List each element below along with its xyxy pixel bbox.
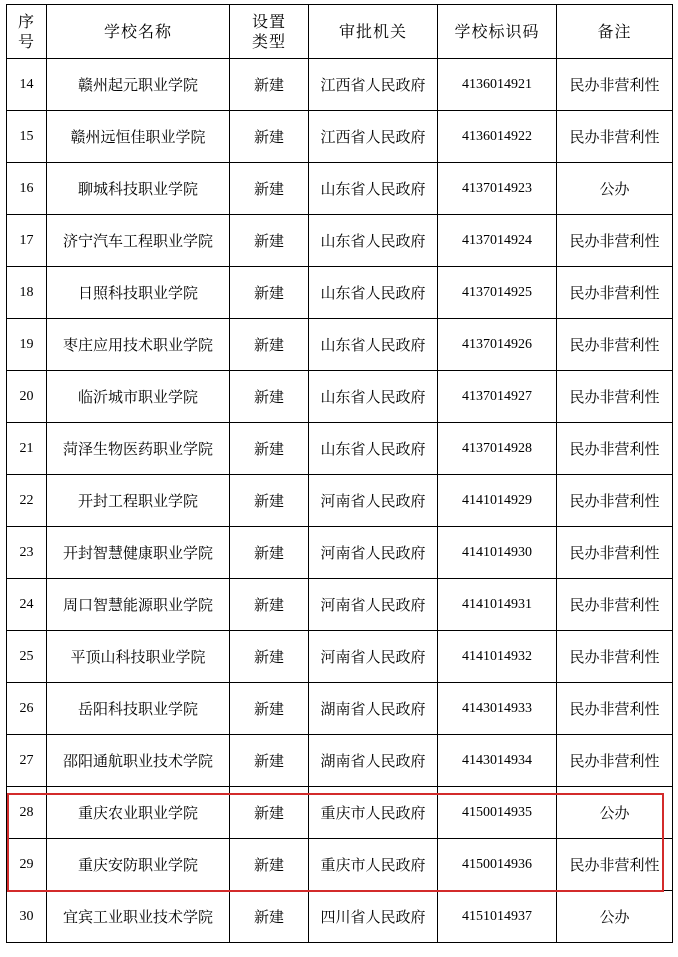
cell-remark: 民办非营利性 xyxy=(557,423,673,475)
cell-approver: 重庆市人民政府 xyxy=(309,787,438,839)
cell-seq: 19 xyxy=(7,319,47,371)
cell-seq: 24 xyxy=(7,579,47,631)
cell-type: 新建 xyxy=(230,683,309,735)
cell-approver: 河南省人民政府 xyxy=(309,527,438,579)
table-row xyxy=(7,111,673,163)
cell-approver: 河南省人民政府 xyxy=(309,579,438,631)
cell-approver: 山东省人民政府 xyxy=(309,163,438,215)
cell-approver: 河南省人民政府 xyxy=(309,631,438,683)
cell-name: 重庆安防职业学院 xyxy=(47,839,230,891)
cell-approver: 江西省人民政府 xyxy=(309,59,438,111)
cell-approver: 山东省人民政府 xyxy=(309,215,438,267)
cell-name: 菏泽生物医药职业学院 xyxy=(47,423,230,475)
cell-seq: 30 xyxy=(7,891,47,943)
cell-seq: 16 xyxy=(7,163,47,215)
cell-code: 4137014925 xyxy=(438,267,557,319)
table-row xyxy=(7,787,673,839)
cell-name: 重庆农业职业学院 xyxy=(47,787,230,839)
cell-name: 枣庄应用技术职业学院 xyxy=(47,319,230,371)
cell-type: 新建 xyxy=(230,319,309,371)
cell-approver: 湖南省人民政府 xyxy=(309,735,438,787)
cell-seq: 20 xyxy=(7,371,47,423)
cell-seq: 15 xyxy=(7,111,47,163)
header-type: 设置类型 xyxy=(230,5,309,59)
table-row xyxy=(7,475,673,527)
table-row xyxy=(7,59,673,111)
table-row xyxy=(7,527,673,579)
header-seq: 序号 xyxy=(7,5,47,59)
cell-seq: 18 xyxy=(7,267,47,319)
cell-type: 新建 xyxy=(230,579,309,631)
cell-approver: 山东省人民政府 xyxy=(309,267,438,319)
cell-seq: 22 xyxy=(7,475,47,527)
cell-type: 新建 xyxy=(230,527,309,579)
table-row xyxy=(7,735,673,787)
cell-type: 新建 xyxy=(230,631,309,683)
cell-remark: 公办 xyxy=(557,891,673,943)
cell-code: 4141014931 xyxy=(438,579,557,631)
table-row xyxy=(7,839,673,891)
cell-code: 4150014936 xyxy=(438,839,557,891)
cell-remark: 民办非营利性 xyxy=(557,683,673,735)
table-row xyxy=(7,891,673,943)
cell-code: 4143014934 xyxy=(438,735,557,787)
cell-seq: 23 xyxy=(7,527,47,579)
table-row xyxy=(7,163,673,215)
cell-code: 4141014929 xyxy=(438,475,557,527)
cell-remark: 民办非营利性 xyxy=(557,215,673,267)
cell-remark: 民办非营利性 xyxy=(557,111,673,163)
cell-name: 日照科技职业学院 xyxy=(47,267,230,319)
cell-seq: 17 xyxy=(7,215,47,267)
cell-code: 4150014935 xyxy=(438,787,557,839)
table-body xyxy=(7,59,673,943)
header-row xyxy=(7,5,673,59)
cell-name: 周口智慧能源职业学院 xyxy=(47,579,230,631)
cell-type: 新建 xyxy=(230,891,309,943)
cell-remark: 民办非营利性 xyxy=(557,735,673,787)
table-row xyxy=(7,683,673,735)
cell-code: 4141014930 xyxy=(438,527,557,579)
cell-type: 新建 xyxy=(230,163,309,215)
header-name: 学校名称 xyxy=(47,5,230,59)
cell-type: 新建 xyxy=(230,267,309,319)
cell-name: 开封工程职业学院 xyxy=(47,475,230,527)
cell-code: 4137014924 xyxy=(438,215,557,267)
cell-seq: 27 xyxy=(7,735,47,787)
cell-code: 4141014932 xyxy=(438,631,557,683)
cell-code: 4151014937 xyxy=(438,891,557,943)
cell-approver: 四川省人民政府 xyxy=(309,891,438,943)
cell-name: 平顶山科技职业学院 xyxy=(47,631,230,683)
cell-remark: 民办非营利性 xyxy=(557,475,673,527)
cell-name: 临沂城市职业学院 xyxy=(47,371,230,423)
cell-type: 新建 xyxy=(230,475,309,527)
cell-approver: 山东省人民政府 xyxy=(309,319,438,371)
cell-name: 济宁汽车工程职业学院 xyxy=(47,215,230,267)
table-row xyxy=(7,579,673,631)
cell-approver: 山东省人民政府 xyxy=(309,371,438,423)
cell-type: 新建 xyxy=(230,215,309,267)
cell-name: 宜宾工业职业技术学院 xyxy=(47,891,230,943)
cell-seq: 25 xyxy=(7,631,47,683)
table-row xyxy=(7,319,673,371)
cell-remark: 民办非营利性 xyxy=(557,579,673,631)
table-row xyxy=(7,423,673,475)
cell-code: 4137014926 xyxy=(438,319,557,371)
table-row xyxy=(7,215,673,267)
cell-seq: 14 xyxy=(7,59,47,111)
cell-remark: 民办非营利性 xyxy=(557,527,673,579)
cell-approver: 湖南省人民政府 xyxy=(309,683,438,735)
cell-type: 新建 xyxy=(230,371,309,423)
cell-code: 4143014933 xyxy=(438,683,557,735)
cell-type: 新建 xyxy=(230,59,309,111)
cell-code: 4137014928 xyxy=(438,423,557,475)
cell-remark: 公办 xyxy=(557,163,673,215)
cell-approver: 河南省人民政府 xyxy=(309,475,438,527)
cell-seq: 28 xyxy=(7,787,47,839)
cell-remark: 民办非营利性 xyxy=(557,59,673,111)
table-row xyxy=(7,267,673,319)
cell-remark: 民办非营利性 xyxy=(557,839,673,891)
cell-seq: 21 xyxy=(7,423,47,475)
table-row xyxy=(7,371,673,423)
cell-seq: 29 xyxy=(7,839,47,891)
cell-type: 新建 xyxy=(230,839,309,891)
cell-remark: 公办 xyxy=(557,787,673,839)
cell-approver: 重庆市人民政府 xyxy=(309,839,438,891)
cell-remark: 民办非营利性 xyxy=(557,319,673,371)
cell-name: 岳阳科技职业学院 xyxy=(47,683,230,735)
cell-type: 新建 xyxy=(230,111,309,163)
cell-code: 4136014922 xyxy=(438,111,557,163)
cell-name: 开封智慧健康职业学院 xyxy=(47,527,230,579)
cell-code: 4137014927 xyxy=(438,371,557,423)
cell-code: 4137014923 xyxy=(438,163,557,215)
cell-remark: 民办非营利性 xyxy=(557,371,673,423)
header-code: 学校标识码 xyxy=(438,5,557,59)
header-approver: 审批机关 xyxy=(309,5,438,59)
cell-remark: 民办非营利性 xyxy=(557,631,673,683)
cell-name: 聊城科技职业学院 xyxy=(47,163,230,215)
schools-table xyxy=(6,4,673,943)
cell-type: 新建 xyxy=(230,735,309,787)
header-remark: 备注 xyxy=(557,5,673,59)
cell-approver: 江西省人民政府 xyxy=(309,111,438,163)
cell-seq: 26 xyxy=(7,683,47,735)
cell-name: 邵阳通航职业技术学院 xyxy=(47,735,230,787)
cell-remark: 民办非营利性 xyxy=(557,267,673,319)
cell-code: 4136014921 xyxy=(438,59,557,111)
cell-name: 赣州远恒佳职业学院 xyxy=(47,111,230,163)
cell-approver: 山东省人民政府 xyxy=(309,423,438,475)
cell-type: 新建 xyxy=(230,423,309,475)
cell-name: 赣州起元职业学院 xyxy=(47,59,230,111)
table-row xyxy=(7,631,673,683)
cell-type: 新建 xyxy=(230,787,309,839)
